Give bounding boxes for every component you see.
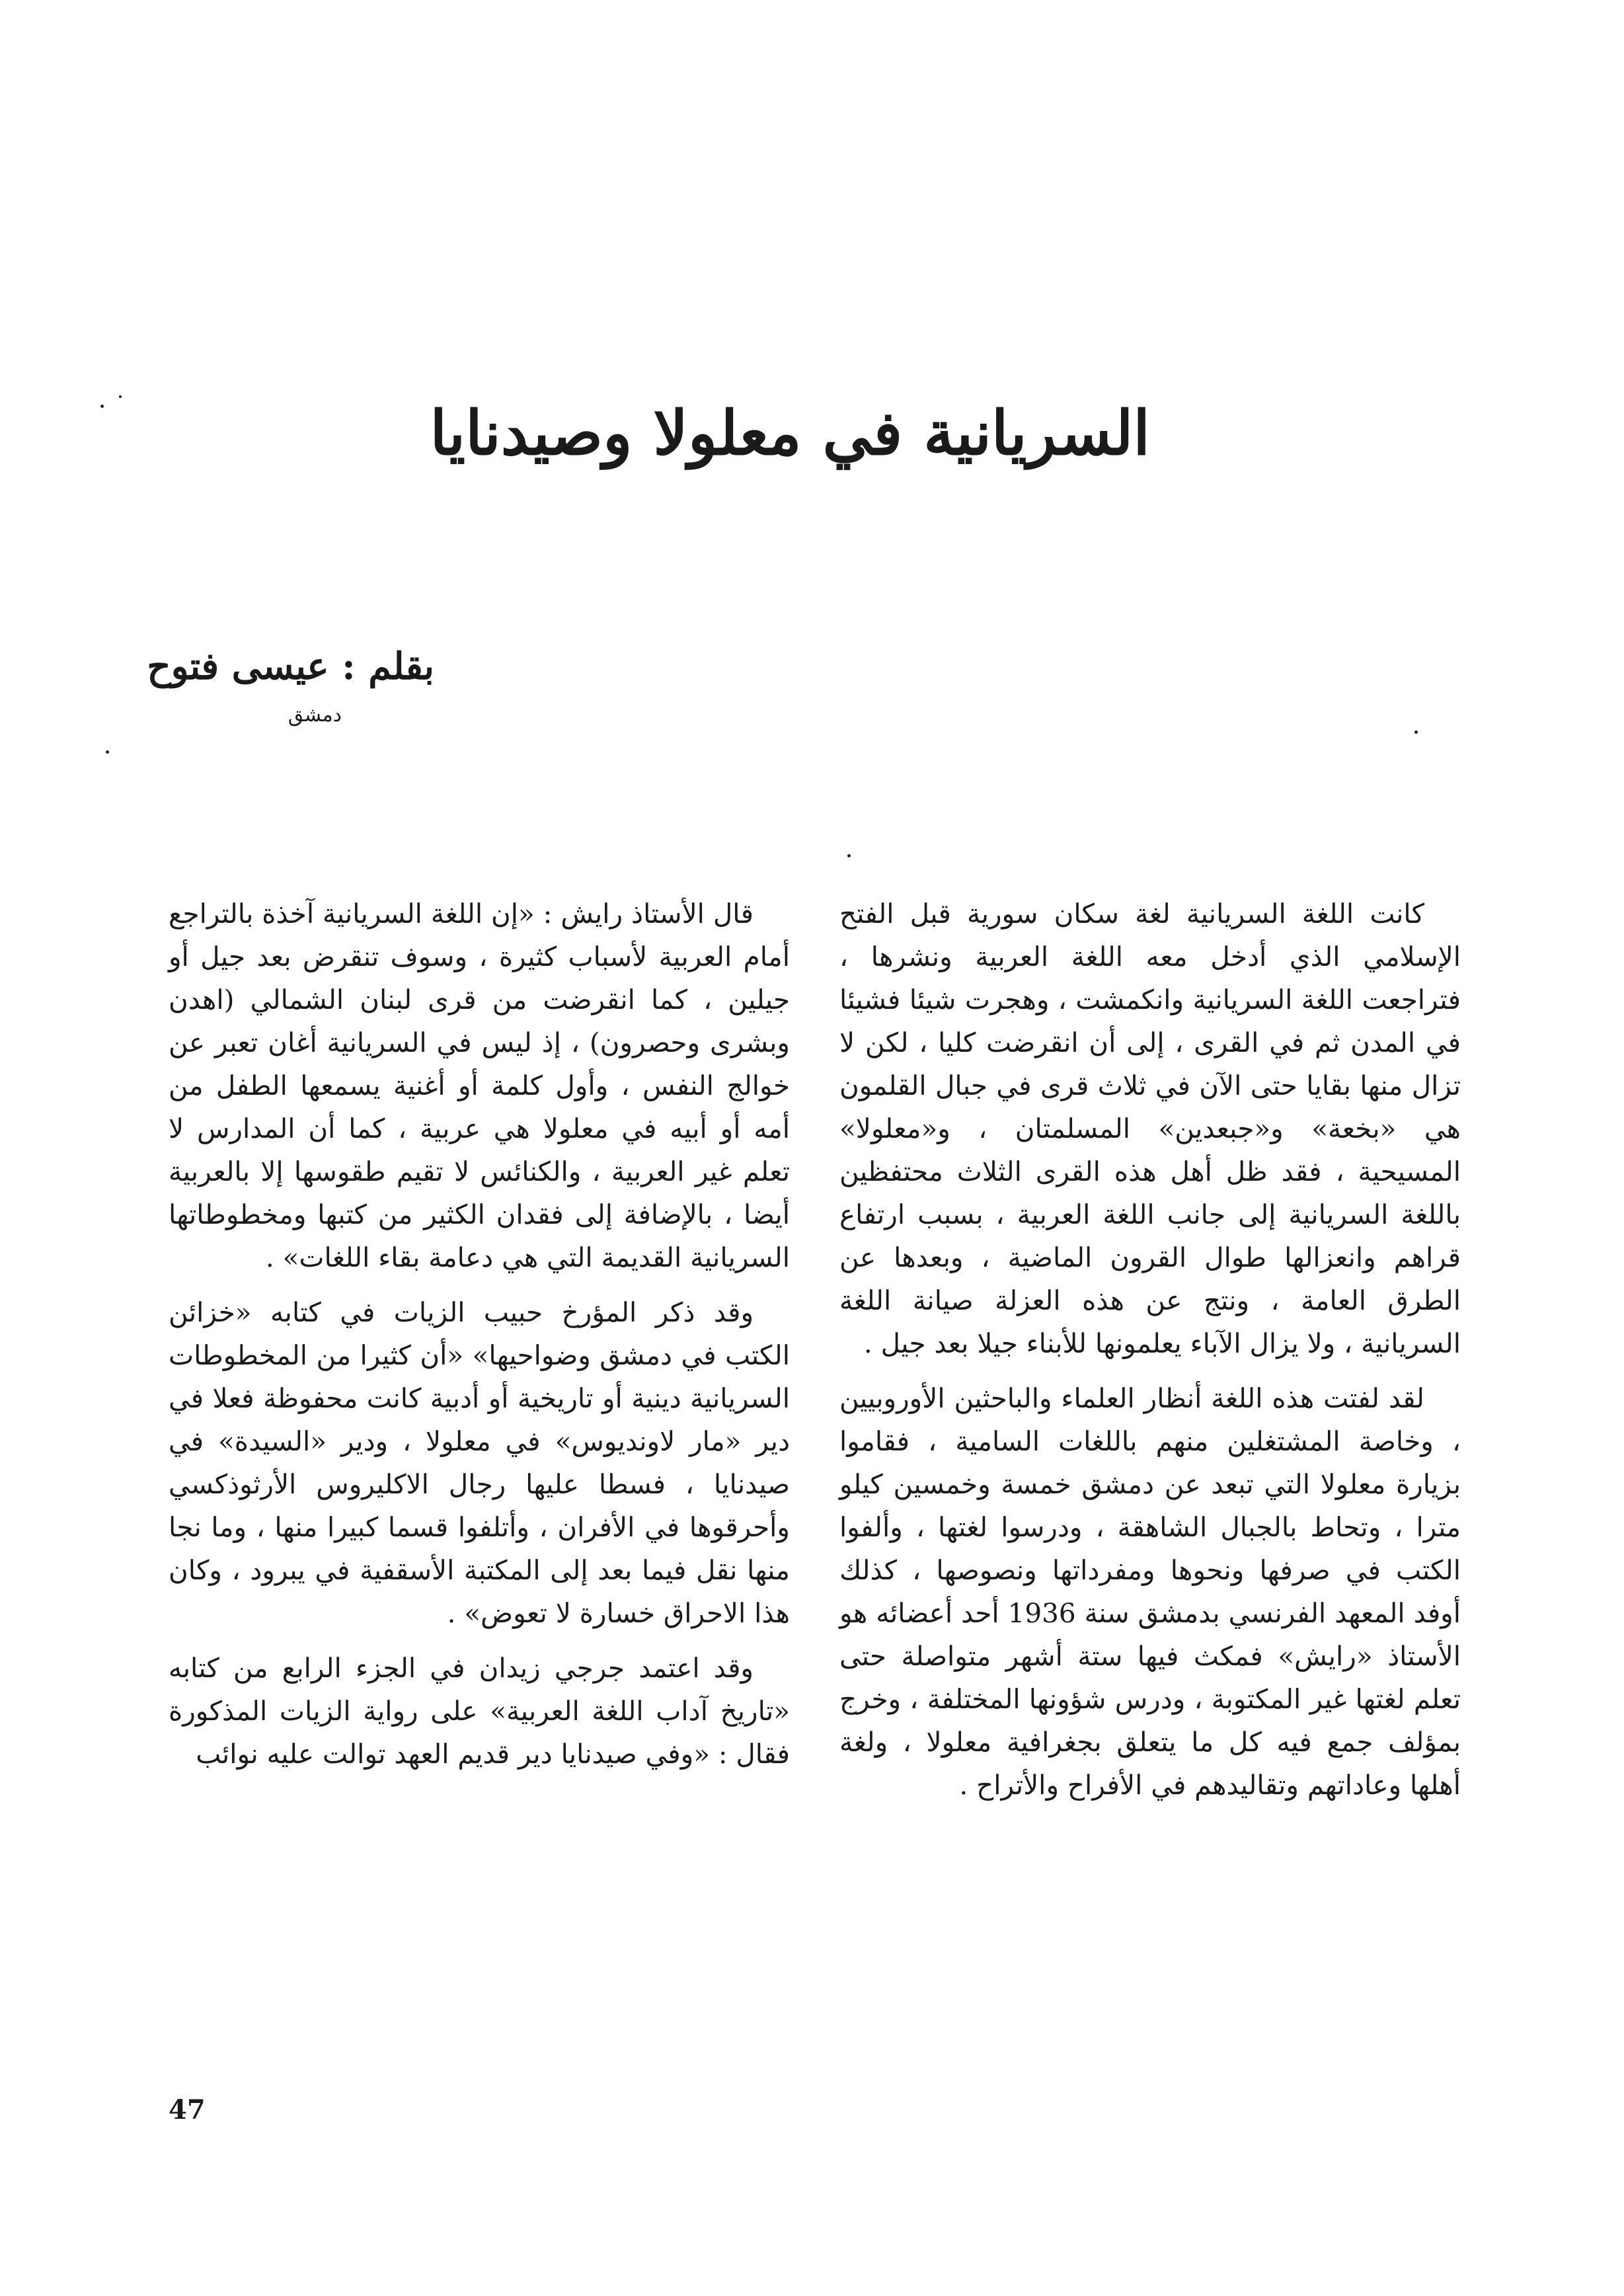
- author-name: بقلم : عيسى فتوح: [147, 645, 434, 688]
- paragraph: قال الأستاذ رايش : «إن اللغة السريانية آخذة بالتراجع أمام العربية لأسباب كثيرة ، وسوف تنقرض بعد جيل أو جيلين ، كما انقرضت من قرى لبنان الشمالي (اهدن وبشرى وحصرون) ، إذ ليس في السريانية أغان تعبر عن خوالج النفس ، وأول كلمة أو أغنية يسمعها الطفل من أمه أو أبيه في معلولا هي عربية ، كما أن المدارس لا تعلم غير العربية ، والكنائس لا تقيم طقوسها إلا بالعربية أيضا ، بالإضافة إلى فقدان الكثير من كتبها ومخطوطاتها السريانية القديمة التي هي دعامة بقاء اللغات» .: [169, 898, 790, 1273]
- paragraph: كانت اللغة السريانية لغة سكان سورية قبل الفتح الإسلامي الذي أدخل معه اللغة العربية ونشرها ، فتراجعت اللغة السريانية وانكمشت ، وهجرت شيئا فشيئا في المدن ثم في القرى ، إلى أن انقرضت كليا ، لكن لا تزال منها بقايا حتى الآن في ثلاث قرى في جبال القلمون هي «بخعة» و«جبعدين» المسلمتان ، و«معلولا» المسيحية ، فقد ظل أهل هذه القرى الثلاث محتفظين باللغة السريانية إلى جانب اللغة العربية ، بسبب ارتفاع قراهم وانعزالها طوال القرون الماضية ، وبعدها عن الطرق العامة ، ونتج عن هذه العزلة صيانة اللغة السريانية ، ولا يزال الآباء يعلمونها للأبناء جيلا بعد جيل .: [839, 898, 1461, 1359]
- scan-speck: [1414, 731, 1418, 734]
- page-number: 47: [169, 2094, 206, 2125]
- scan-speck: [100, 405, 104, 408]
- scan-speck: [847, 854, 851, 857]
- article-column-right: [839, 892, 1461, 1819]
- paragraph: وقد اعتمد جرجي زيدان في الجزء الرابع من كتابه «تاريخ آداب اللغة العربية» على رواية الزيات المذكورة فقال : «وفي صيدنايا دير قديم العهد توالت عليه نوائب: [169, 1652, 790, 1770]
- paragraph: لقد لفتت هذه اللغة أنظار العلماء والباحثين الأوروبيين ، وخاصة المشتغلين منهم باللغات السامية ، فقاموا بزيارة معلولا التي تبعد عن دمشق خمسة وخمسين كيلو مترا ، وتحاط بالجبال الشاهقة ، ودرسوا لغتها ، وألفوا الكتب في صرفها ونحوها ومفرداتها ونصوصها ، كذلك أوفد المعهد الفرنسي بدمشق سنة 1936 أحد أعضائه هو الأستاذ «رايش» فمكث فيها ستة أشهر متواصلة حتى تعلم لغتها غير المكتوبة ، ودرس شؤونها المختلفة ، وخرج بمؤلف جمع فيه كل ما يتعلق بجغرافية معلولا ، ولغة أهلها وعاداتهم وتقاليدهم في الأفراح والأتراح .: [839, 1382, 1461, 1801]
- scan-speck: [106, 750, 109, 754]
- byline: [147, 645, 434, 727]
- article-title: السريانية في معلولا وصيدنايا: [430, 397, 1150, 469]
- author-city: دمشق: [288, 703, 342, 727]
- scan-speck: [119, 395, 122, 398]
- paragraph: وقد ذكر المؤرخ حبيب الزيات في كتابه «خزائن الكتب في دمشق وضواحيها» «أن كثيرا من المخطوطات السريانية دينية أو تاريخية أو أدبية كانت محفوظة فعلا في دير «مار لاونديوس» في معلولا ، ودير «السيدة» في صيدنايا ، فسطا عليها رجال الاكليروس الأرثوذكسي وأحرقوها في الأفران ، وأتلفوا قسما كبيرا منها ، وما نجا منها نقل فيما بعد إلى المكتبة الأسقفية في يبرود ، وكان هذا الاحراق خسارة لا تعوض» .: [169, 1296, 790, 1629]
- article-column-left: [169, 892, 790, 1788]
